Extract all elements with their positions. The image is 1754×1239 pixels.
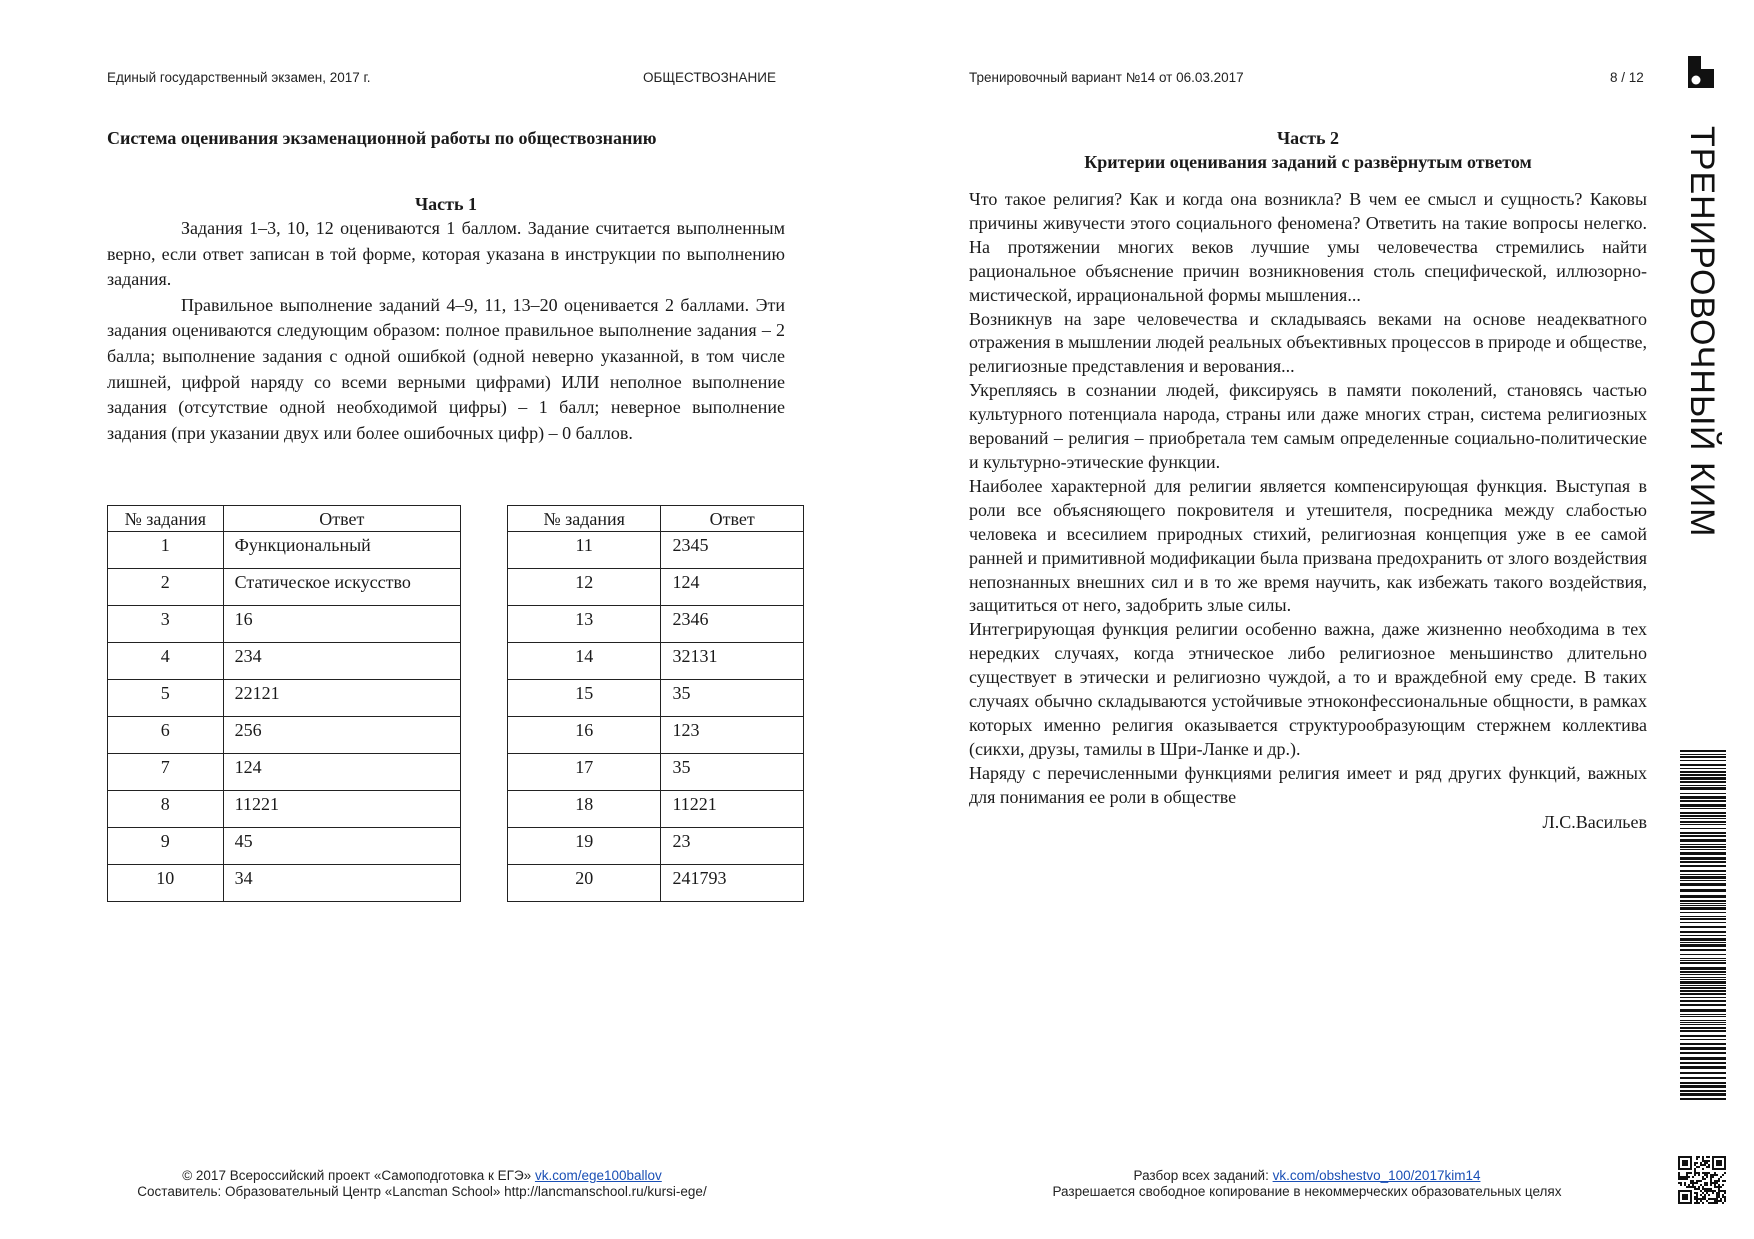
left-column [107,126,785,446]
footer-analysis-link[interactable]: vk.com/obshestvo_100/2017kim14 [1272,1168,1481,1183]
column-header-task-number: № задания [508,506,661,532]
part2-heading: Часть 2 [1276,128,1340,148]
header-page-number: 8 / 12 [1610,70,1644,85]
answer-cell: 22121 [223,680,460,717]
text-paragraph: Что такое религия? Как и когда она возникла? В чем ее смысл и сущность? Каковы причины живучести этого социального феномена? Ответить на такие вопросы нелегко. На протяжении многих веков лучшие умы человечества стремились найти рациональное объяснение причин возникновения столь специфической, иллюзорно-мистической, иррациональной формы мышления... [969,189,1647,305]
task-number-cell: 19 [508,828,661,865]
table-row [508,569,804,606]
answer-cell: 2345 [661,532,804,569]
task-number-cell: 1 [108,532,224,569]
task-number-cell: 6 [108,717,224,754]
text-paragraph: Наряду с перечисленными функциями религия имеет и ряд других функций, важных для понимания ее роли в обществе [969,762,1647,807]
table-row [508,828,804,865]
task-number-cell: 13 [508,606,661,643]
column-header-answer: Ответ [223,506,460,532]
task-number-cell: 17 [508,754,661,791]
table-row [108,606,461,643]
footer-project-text: © 2017 Всероссийский проект «Самоподготовка к ЕГЭ» [182,1168,532,1183]
table-row [108,865,461,902]
answer-cell: 35 [661,754,804,791]
answer-cell: 2346 [661,606,804,643]
table-row [508,791,804,828]
part1-heading: Часть 1 [414,194,478,214]
text-paragraph: Возникнув на заре человечества и складываясь веками на основе неадекватного отражения в мышлении людей реальных объективных процессов в природе и обществе, религиозные представления и верования... [969,308,1647,377]
answer-cell: 234 [223,643,460,680]
right-column [969,126,1647,834]
task-number-cell: 8 [108,791,224,828]
header-exam-name: Единый государственный экзамен, 2017 г. [107,70,371,85]
answer-cell: 241793 [661,865,804,902]
text-paragraph: Укрепляясь в сознании людей, фиксируясь в памяти поколений, становясь частью культурного потенциала народа, страны или даже многих стран, система религиозных верований – религия – приобретала тем самым определенные социально-политические и культурно-этические функции. [969,380,1647,472]
task-number-cell: 12 [508,569,661,606]
document-title: Система оценивания экзаменационной работы по обществознанию [107,128,657,148]
table-row [108,828,461,865]
answer-cell: Статическое искусство [223,569,460,606]
header-subject: ОБЩЕСТВОЗНАНИЕ [643,70,776,85]
task-number-cell: 18 [508,791,661,828]
answer-cell: 124 [661,569,804,606]
answers-table-2 [507,505,804,902]
answer-cell: 45 [223,828,460,865]
task-number-cell: 7 [108,754,224,791]
table-row [108,680,461,717]
task-number-cell: 11 [508,532,661,569]
answer-cell: 124 [223,754,460,791]
part1-paragraph-2: Правильное выполнение заданий 4–9, 11, 13–20 оценивается 2 баллами. Эти задания оцениваются следующим образом: полное правильное выполнение задания – 2 балла; выполнение задания с одной ошибкой (одной неверно указанной, в том числе лишней, цифрой наряду со всеми верными цифрами) ИЛИ неполное выполнение задания (отсутствие одной необходимой цифры) – 1 балл; неверное выполнение задания (при указании двух или более ошибочных цифр) – 0 баллов. [107,294,785,443]
footer-right [1027,1168,1587,1200]
answer-cell: 11221 [223,791,460,828]
footer-left [132,1168,712,1200]
task-number-cell: 15 [508,680,661,717]
table-row [508,680,804,717]
task-number-cell: 20 [508,865,661,902]
task-number-cell: 14 [508,643,661,680]
header-variant: Тренировочный вариант №14 от 06.03.2017 [969,70,1244,85]
footer-project-line [132,1168,712,1184]
task-number-cell: 5 [108,680,224,717]
table-row [108,717,461,754]
task-number-cell: 9 [108,828,224,865]
table-row [508,717,804,754]
part1-paragraph-1: Задания 1–3, 10, 12 оцениваются 1 баллом. Задание считается выполненным верно, если ответ записан в той форме, которая указана в инструкции по выполнению задания. [107,218,785,290]
author-signature: Л.С.Васильев [1542,811,1647,832]
task-number-cell: 4 [108,643,224,680]
answer-cell: 35 [661,680,804,717]
table-row [108,791,461,828]
table-header-row [108,506,461,532]
task-number-cell: 2 [108,569,224,606]
table-header-row [508,506,804,532]
task-number-cell: 10 [108,865,224,902]
answer-cell: 256 [223,717,460,754]
footer-copy-permission: Разрешается свободное копирование в некоммерческих образовательных целях [1052,1184,1562,1199]
side-vertical-title: ТРЕНИРОВОЧНЫЙ КИМ [1683,126,1721,538]
table-row [508,606,804,643]
table-row [108,569,461,606]
table-row [108,532,461,569]
column-header-task-number: № задания [108,506,224,532]
text-paragraph: Интегрирующая функция религии особенно важна, даже жизненно необходима в тех нередких случаях, когда этническое либо религиозное меньшинство длительно существует в этически и религиозно чуждой, а то и враждебной ему среде. В таких случаях обычно складываются устойчивые этноконфессиональные общности, в рамках которых именно религия оказывается структурообразующим стержнем коллектива (сикхи, друзы, тамилы в Шри-Ланке и др.). [969,619,1647,759]
table-row [108,643,461,680]
answer-cell: 34 [223,865,460,902]
answer-cell: 16 [223,606,460,643]
answers-table-1 [107,505,461,902]
footer-project-link[interactable]: vk.com/ege100ballov [534,1168,662,1183]
answer-cell: 32131 [661,643,804,680]
answer-cell: Функциональный [223,532,460,569]
criteria-heading: Критерии оценивания заданий с развёрнутым ответом [1084,152,1532,172]
table-row [508,643,804,680]
logo-icon [1688,56,1714,88]
table-row [108,754,461,791]
footer-analysis-line [1027,1168,1587,1184]
table-row [508,865,804,902]
task-number-cell: 3 [108,606,224,643]
footer-compiler-line: Составитель: Образовательный Центр «Lancman School» http://lancmanschool.ru/kursi-ege/ [137,1184,707,1199]
column-header-answer: Ответ [661,506,804,532]
table-row [508,532,804,569]
answer-cell: 11221 [661,791,804,828]
task-number-cell: 16 [508,717,661,754]
table-row [508,754,804,791]
footer-analysis-text: Разбор всех заданий: [1133,1168,1269,1183]
text-paragraph: Наиболее характерной для религии является компенсирующая функция. Выступая в роли все объясняющего покровителя и утешителя, посредника между слабостью человека и всесилием природных стихий, религиозная концепция уже в ее самой ранней и примитивной модификации была призвана предохранить от злого воздействия непознанных внешних сил и в то же время научить, как избежать такого воздействия, защититься от него, задобрить злые силы. [969,475,1647,616]
answer-cell: 23 [661,828,804,865]
answer-cell: 123 [661,717,804,754]
barcode-icon [1680,750,1726,1102]
qr-code-icon [1678,1156,1726,1204]
